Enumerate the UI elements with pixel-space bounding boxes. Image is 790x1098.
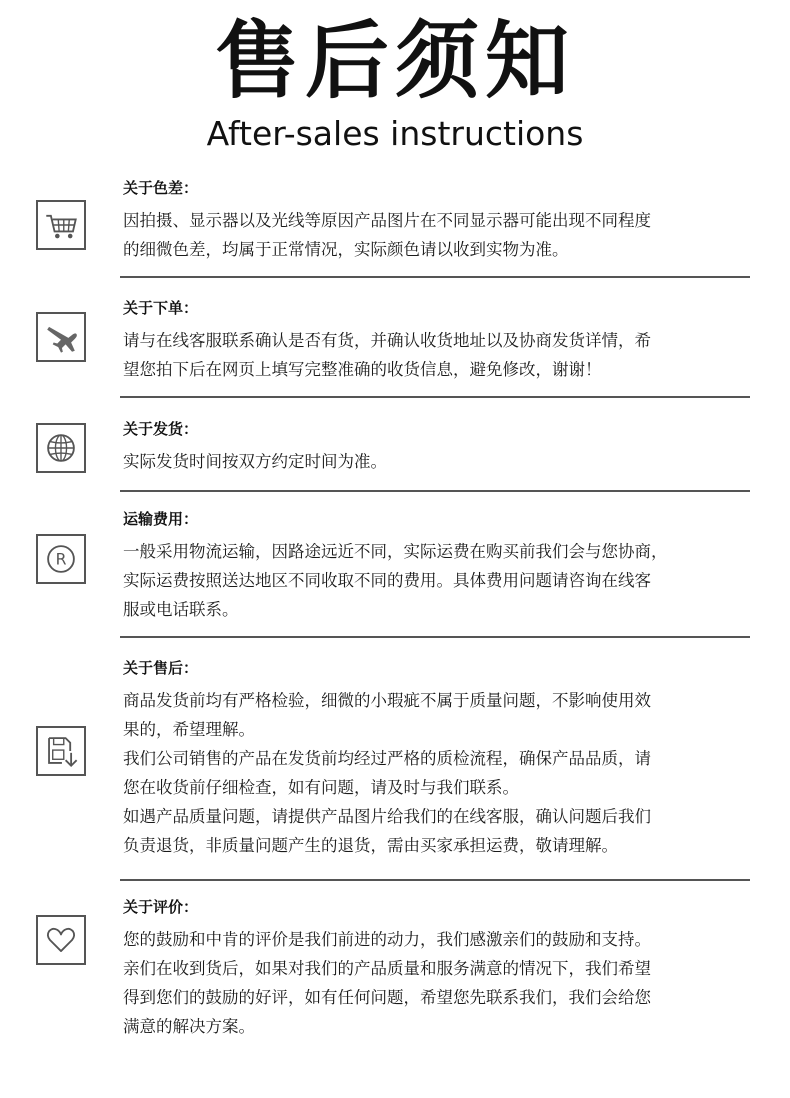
text-line: 负责退货，非质量问题产生的退货，需由买家承担运费，敬请理解。 [123, 836, 618, 855]
section-heading: 关于下单： [123, 299, 199, 317]
text-line: 您的鼓励和中肯的评价是我们前进的动力，我们感激亲们的鼓励和支持。 [123, 930, 651, 949]
section-text [123, 419, 753, 476]
section-text [123, 897, 753, 1041]
globe-icon [36, 423, 86, 473]
text-line: 如遇产品质量问题，请提供产品图片给我们的在线客服，确认问题后我们 [123, 807, 651, 826]
section-text [123, 658, 753, 860]
svg-text:R: R [55, 549, 67, 569]
text-line: 实际运费按照送达地区不同收取不同的费用。具体费用问题请咨询在线客 [123, 571, 651, 590]
text-line: 请与在线客服联系确认是否有货，并确认收货地址以及协商发货详情，希 [123, 331, 651, 350]
shopping-cart-icon [36, 200, 86, 250]
text-line: 因拍摄、显示器以及光线等原因产品图片在不同显示器可能出现不同程度 [123, 211, 651, 230]
text-line: 商品发货前均有严格检验，细微的小瑕疵不属于质量问题，不影响使用效 [123, 691, 651, 710]
section-heading: 关于色差： [123, 179, 199, 197]
section-heading: 关于评价： [123, 898, 199, 916]
section-text [123, 298, 753, 384]
section-divider [120, 879, 750, 881]
section-text [123, 178, 753, 264]
section-divider [120, 396, 750, 398]
heart-icon [36, 915, 86, 965]
text-line: 望您拍下后在网页上填写完整准确的收货信息，避免修改，谢谢！ [123, 360, 602, 379]
text-line: 我们公司销售的产品在发货前均经过严格的质检流程，确保产品品质，请 [123, 749, 651, 768]
text-line: 服或电话联系。 [123, 600, 239, 619]
text-line: 亲们在收到货后，如果对我们的产品质量和服务满意的情况下，我们希望 [123, 959, 651, 978]
save-download-icon [36, 726, 86, 776]
section-text [123, 509, 753, 624]
text-line: 您在收货前仔细检查，如有问题，请及时与我们联系。 [123, 778, 519, 797]
text-line: 实际发货时间按双方约定时间为准。 [123, 452, 387, 471]
section-heading: 关于售后： [123, 659, 199, 677]
text-line: 一般采用物流运输，因路途远近不同，实际运费在购买前我们会与您协商， [123, 542, 668, 561]
text-line: 满意的解决方案。 [123, 1017, 255, 1036]
section-heading: 关于发货： [123, 420, 199, 438]
page-subtitle: After-sales instructions [206, 114, 584, 153]
text-line: 的细微色差，均属于正常情况，实际颜色请以收到实物为准。 [123, 240, 569, 259]
text-line: 得到您们的鼓励的好评，如有任何问题，希望您先联系我们，我们会给您 [123, 988, 651, 1007]
section-heading: 运输费用： [123, 510, 199, 528]
page-title: 售后须知 [214, 12, 575, 110]
section-divider [120, 276, 750, 278]
registered-icon [36, 534, 86, 584]
section-divider [120, 636, 750, 638]
text-line: 果的，希望理解。 [123, 720, 255, 739]
section-divider [120, 490, 750, 492]
airplane-icon [36, 312, 86, 362]
